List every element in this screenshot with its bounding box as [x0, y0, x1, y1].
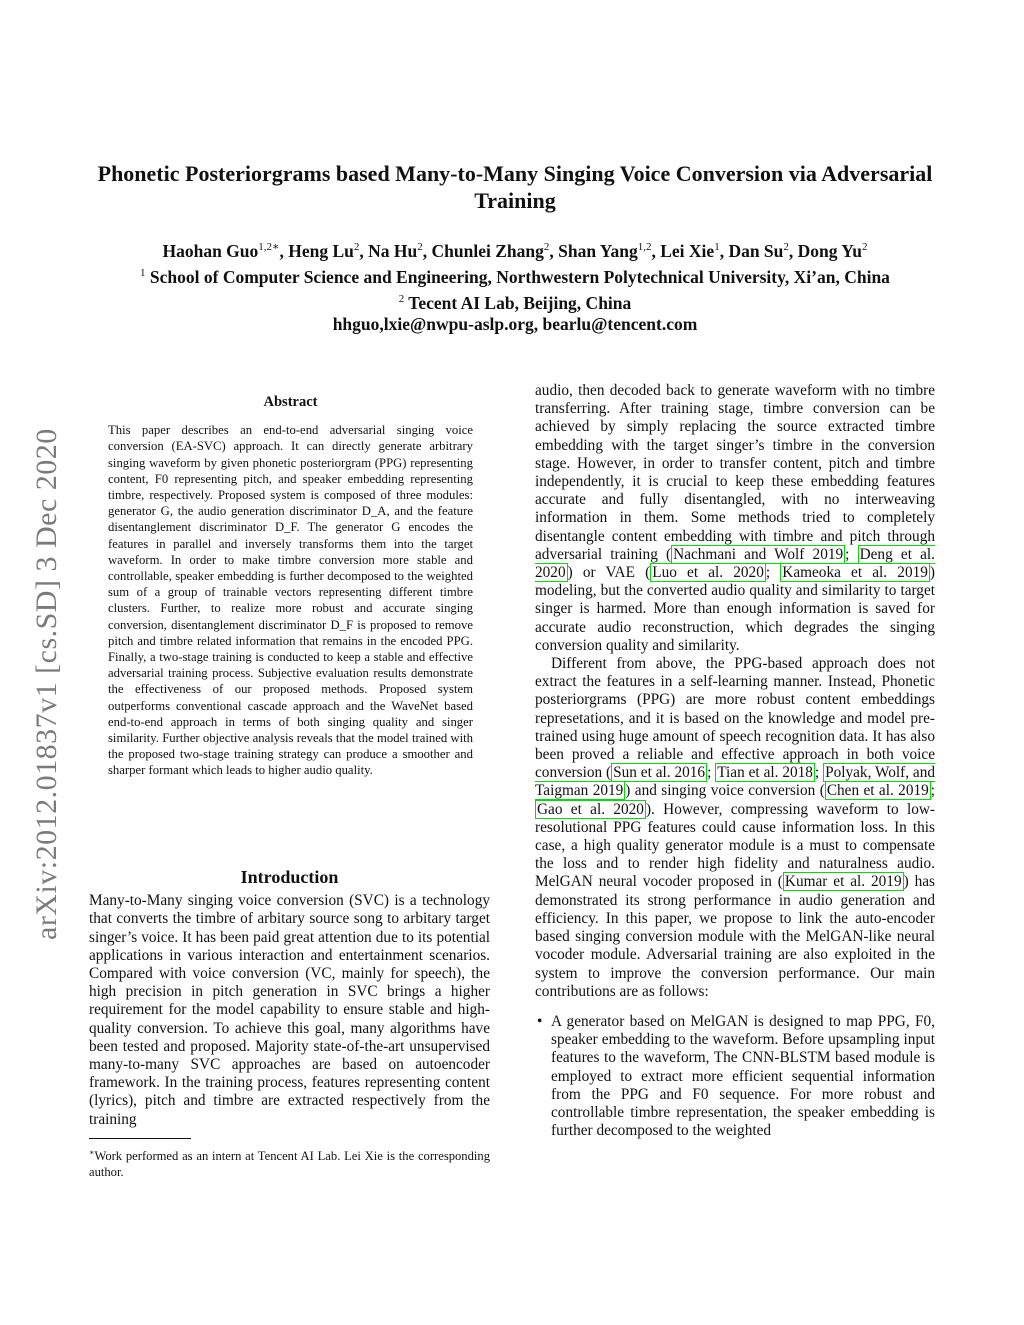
citation-link[interactable]: Tian et al. 2018 [717, 764, 813, 782]
abstract-section [108, 394, 473, 779]
footnote: ∗Work performed as an intern at Tencent AI Lab. Lei Xie is the corresponding author. [89, 1148, 490, 1180]
abstract-text: This paper describes an end-to-end adversarial singing voice conversion (EA-SVC) approach. It can directly generate arbitrary singing waveform by given phonetic posteriorgram (PPG) representing content, F0 representing pitch, and speaker embedding representing timbre, respectively. Proposed system is composed of three modules: generator G, the audio generation discriminator D_A, and the feature disentanglement discriminator D_F. The generator G encodes the features in parallel and inversely transforms them into the target waveform. In order to make timbre conversion more stable and controllable, speaker embedding is further decomposed to the weighted sum of a group of trainable vectors representing different timbre clusters. Further, to realize more robust and accurate singing conversion, disentanglement discriminator D_F is proposed to remove pitch and timbre related information that remains in the encoded PPG. Finally, a two-stage training is conducted to keep a stable and effective adversarial training process. Subjective evaluation results demonstrate the effectiveness of our proposed methods. Proposed system outperforms conventional cascade approach and the WaveNet based end-to-end approach in terms of both singing quality and singer similarity. Further objective analysis reveals that the model trained with the proposed two-stage training strategy can produce a smoother and sharper formant which leads to higher audio quality. [108, 423, 473, 778]
bullet-icon: • [537, 1012, 543, 1030]
introduction-text: Many-to-Many singing voice conversion (SVC) is a technology that converts the timbre of arbitary source song to arbitary target singer’s voice. It has been paid great attention due to its potential applications in various interaction and entertainment scenarios. Compared with voice conversion (VC, mainly for speech), the high precision in pitch generation in SVC brings a higher requirement for the model capability to ensure stable and high-quality conversion. To achieve this goal, many algorithms have been tested and proposed. Majority state-of-the-art unsupervised many-to-many SVC approaches are based on autoencoder framework. In the training process, features representing content (lyrics), pitch and timbre are extracted respectively from the training [89, 892, 490, 1128]
author-emails: hhguo,lxie@nwpu-aslp.org, bearlu@tencent.com [332, 314, 698, 335]
introduction-heading: Introduction [240, 867, 339, 887]
citation-link[interactable]: Sun et al. 2016 [613, 764, 706, 782]
citation-link[interactable]: Polyak, Wolf, and Taigman 2019 [535, 764, 936, 800]
citation-link[interactable]: Kameoka et al. 2019 [782, 564, 928, 582]
author-block [90, 236, 940, 335]
affiliation-2: $^2$ Tecent AI Lab, Beijing, China [398, 292, 632, 313]
author-list: Haohan Guo$^{1,2∗}$, Heng Lu$^2$, Na Hu$^2$, Chunlei Zhang$^2$, Shan Yang$^{1,2}$, Lei Xie$^1$, Dan Su$^2$, Dong Yu$^2$ [162, 240, 868, 261]
citation-link[interactable]: Luo et al. 2020 [652, 564, 764, 582]
paragraph-1: audio, then decoded back to generate waveform with no timbre transferring. After training stage, timbre conversion can be achieved by simply replacing the source extracted timbre embedding with the target singer’s timbre in the conversion stage. However, in order to transfer content, pitch and timbre independently, it is crucial to keep these embedding features accurate and fully disentangled, with no interweaving information in them. Some methods tried to completely disentangle content embedding with timbre and pitch through adversarial training ( Nachmani and Wolf 2019 ; Deng et al. 2020 ) or VAE ( Luo et al. 2020 ; Kameoka et al. 2019 ) modeling, but the converted audio quality and similarity to target singer is harmed. More than enough information is saved for accurate audio reconstruction, which degrades the singing conversion quality and similarity. [535, 382, 935, 654]
citation-link[interactable]: Chen et al. 2019 [826, 782, 929, 800]
list-item: • A generator based on MelGAN is designed to map PPG, F0, speaker embedding to the waveform. Before upsampling input features to the waveform, The CNN-BLSTM based module is employed to extract more efficient sequential information from the PPG and F0 sequence. For more robust and controllable timbre representation, the speaker embedding is further decomposed to the weighted [537, 1012, 935, 1140]
citation-link[interactable]: Kumar et al. 2019 [784, 873, 902, 891]
citation-link[interactable]: Gao et al. 2020 [537, 800, 644, 818]
citation-link[interactable]: Deng et al. 2020 [535, 545, 935, 582]
footnote-rule [89, 1138, 191, 1139]
paper-title: Phonetic Posteriorgrams based Many-to-Many Singing Voice Conversion via Adversarial Training [97, 161, 933, 213]
contributions-list [535, 1013, 935, 1140]
affiliation-1: $^1$ School of Computer Science and Engineering, Northwestern Polytechnical University, Xi’an, China [140, 266, 890, 287]
arxiv-identifier: arXiv:2012.01837v1 [cs.SD] 3 Dec 2020 [30, 428, 63, 940]
right-column [535, 382, 935, 1140]
introduction-section [89, 868, 490, 1129]
citation-link[interactable]: Nachmani and Wolf 2019 [673, 545, 844, 563]
abstract-heading: Abstract [263, 394, 318, 410]
paragraph-2: Different from above, the PPG-based approach does not extract the features in a self-learning manner. Instead, Phonetic posteriorgrams (PPG) are more robust content embeddings represetations, and it is based on the knowledge and model pre-trained using huge amount of speech recognition data. It has also been proved a reliable and effective approach in both voice conversion ( Sun et al. 2016 ; Tian et al. 2018 ; Polyak, Wolf, and Taigman 2019 ) and singing voice conversion ( Chen et al. 2019 ; Gao et al. 2020 ). However, compressing waveform to low-resolutional PPG features could cause information loss. In this case, a high quality generator module is a must to compensate the loss and to render high fidelity and naturalness audio. MelGAN neural vocoder proposed in ( Kumar et al. 2019 ) has demonstrated its strong performance in audio generation and efficiency. In this paper, we propose to link the auto-encoder based singing conversion module with the MelGAN-like neural vocoder module. Adversarial training are also exploited in the system to improve the conversion performance. Our main contributions are as follows: [535, 655, 936, 1000]
